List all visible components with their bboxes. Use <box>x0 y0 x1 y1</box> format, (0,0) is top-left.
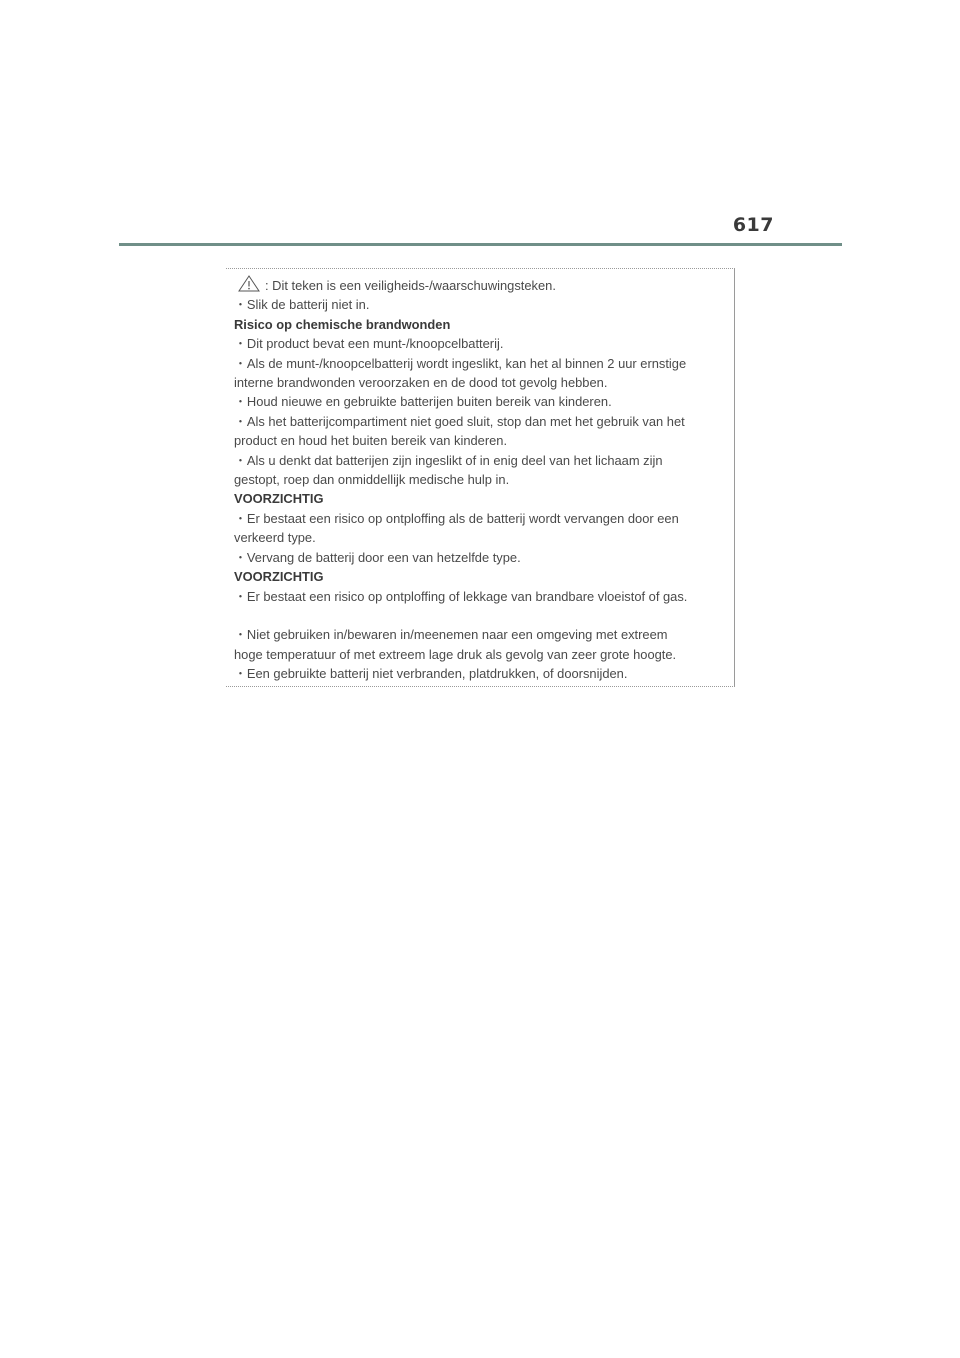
warning-line: ・Niet gebruiken in/bewaren in/meenemen naar een omgeving met extreem <box>234 627 668 643</box>
page-number: 617 <box>732 214 774 236</box>
warning-line: ・Er bestaat een risico op ontploffing of lekkage van brandbare vloeistof of gas. <box>234 588 688 604</box>
warning-line: ・Als de munt-/knoopcelbatterij wordt ingeslikt, kan het al binnen 2 uur ernstige <box>234 355 687 371</box>
warning-line: ・Er bestaat een risico op ontploffing als de batterij wordt vervangen door een <box>234 510 679 526</box>
warning-intro <box>234 276 734 295</box>
warning-intro-text: : Dit teken is een veiligheids-/waarschuwingsteken. <box>265 278 556 293</box>
warning-line: ・Als het batterijcompartiment niet goed sluit, stop dan met het gebruik van het <box>234 413 685 429</box>
warning-line: ・Dit product bevat een munt-/knoopcelbatterij. <box>234 336 504 352</box>
warning-heading: VOORZICHTIG <box>234 569 324 585</box>
header-rule <box>119 243 842 246</box>
warning-heading: VOORZICHTIG <box>234 491 324 507</box>
warning-line: ・Houd nieuwe en gebruikte batterijen buiten bereik van kinderen. <box>234 394 612 410</box>
warning-line: verkeerd type. <box>234 530 316 546</box>
blank-line <box>234 606 734 625</box>
warning-line: product en houd het buiten bereik van kinderen. <box>234 433 508 449</box>
warning-heading: Risico op chemische brandwonden <box>234 316 451 332</box>
warning-line: hoge temperatuur of met extreem lage druk als gevolg van zeer grote hoogte. <box>234 646 677 662</box>
warning-line: gestopt, roep dan onmiddellijk medische hulp in. <box>234 472 510 488</box>
warning-line: ・Een gebruikte batterij niet verbranden, platdrukken, of doorsnijden. <box>234 666 628 682</box>
warning-line: ・Slik de batterij niet in. <box>234 297 370 313</box>
warning-lines <box>234 295 734 683</box>
warning-line: ・Vervang de batterij door een van hetzelfde type. <box>234 549 521 565</box>
warning-line: interne brandwonden veroorzaken en de dood tot gevolg hebben. <box>234 375 608 391</box>
warning-line: ・Als u denkt dat batterijen zijn ingeslikt of in enig deel van het lichaam zijn <box>234 452 663 468</box>
warning-triangle-icon <box>238 275 260 292</box>
battery-warning-box <box>226 268 735 687</box>
